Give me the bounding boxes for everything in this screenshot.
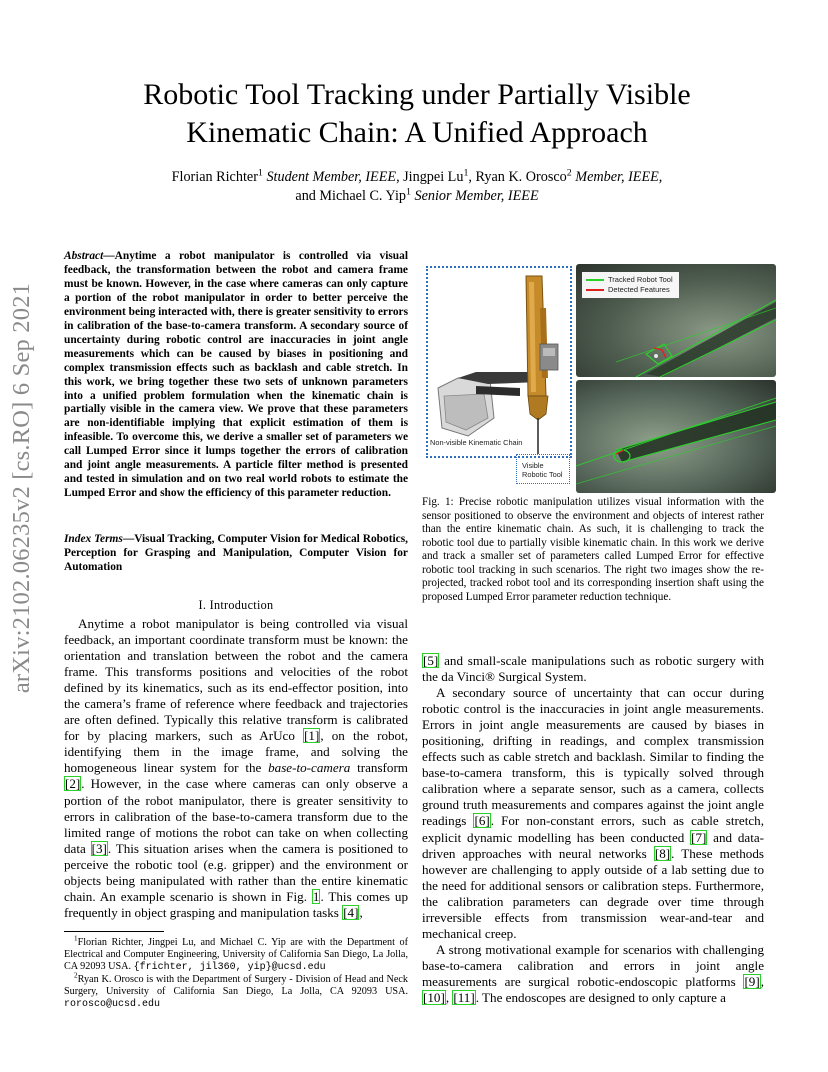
author-role: Student Member, IEEE bbox=[266, 169, 397, 185]
paragraph bbox=[422, 942, 764, 1006]
legend-swatch bbox=[586, 289, 604, 291]
right-column-text bbox=[422, 653, 764, 1006]
author-line-2 bbox=[60, 187, 774, 206]
legend-label: Tracked Robot Tool bbox=[608, 275, 673, 284]
citation-link[interactable]: [1] bbox=[304, 728, 320, 744]
text-run: A secondary source of uncertainty that can occur during robotic control is the inaccuracies in joint angle measurements. Errors in joint angle measurements are caused by biases in positioning, drifting in readings, and complex transmission effects such as cable stretch and backlash. Similar to finding the base-to-camera transform, this is typically solved through calibration where a separate sensor, such as a camera, collects ground truth measurements and compares against the joint angle readings bbox=[422, 685, 764, 829]
text-run: A strong motivational example for scenarios with challenging base-to-camera calibration and errors in joint angle measurements are surgical robotic-endoscopic platforms bbox=[422, 941, 764, 989]
label-line: Robotic Tool bbox=[522, 470, 563, 479]
abstract-label: Abstract bbox=[64, 250, 104, 262]
citation-link[interactable]: [3] bbox=[91, 840, 107, 856]
footnote-mark: 1 bbox=[74, 934, 78, 943]
text-run: . This comes up frequently in object grasping and manipulation tasks bbox=[64, 888, 408, 920]
robot-render-box bbox=[426, 266, 572, 458]
tracking-photo-bottom bbox=[576, 380, 776, 493]
title-line-1: Robotic Tool Tracking under Partially Visible bbox=[143, 78, 691, 111]
author-line-1 bbox=[60, 168, 774, 187]
index-terms bbox=[64, 533, 408, 575]
footnote-1 bbox=[64, 934, 408, 974]
citation-link[interactable]: [10] bbox=[423, 989, 445, 1005]
paragraph bbox=[422, 653, 764, 685]
text-run: , bbox=[760, 973, 764, 989]
author-name: , Ryan K. Orosco bbox=[468, 169, 567, 185]
citation-link[interactable]: [11] bbox=[453, 989, 475, 1005]
abstract bbox=[64, 250, 408, 501]
paper-title bbox=[60, 76, 774, 152]
footnotes bbox=[64, 934, 408, 1012]
label-nonvisible-chain: Non-visible Kinematic Chain bbox=[430, 438, 523, 447]
intro-paragraph bbox=[64, 616, 408, 921]
label-visible-tool bbox=[522, 461, 563, 479]
author-name: and Michael C. Yip bbox=[295, 188, 406, 204]
author-name: , Jingpei Lu bbox=[396, 169, 464, 185]
abstract-text: —Anytime a robot manipulator is controlled via visual feedback, the transformation between the robot and camera frame must be known. However, in the case where cameras can only capture a portion of the robot manipulator in order to better perceive the environment being interacted with, there is greater sensitivity to errors in calibration of the base-to-camera transform. A secondary source of uncertainty during robotic control are inaccuracies in joint angle measurements which can be caused by biases in positioning and complex transmission effects such as backlash and cable stretch. In this work, we bring together these two sets of unknown parameters into a unified problem formulation when the kinematic chain is partially visible in the camera view. We prove that these parameters are non-identifiable implying that explicit estimation of them is infeasible. To overcome this, we derive a smaller set of parameters we call Lumped Error since it lumps together the errors of calibration and joint angle measurements. A particle filter method is presented and tested in simulation and on two real world robots to estimate the Lumped Error and show the efficiency of this parameter reduction. bbox=[64, 250, 408, 500]
arxiv-id: arXiv:2102.06235v2 [cs.RO] 6 Sep 2021 bbox=[8, 282, 35, 694]
text-run: , bbox=[359, 904, 363, 920]
footnote-text: Florian Richter, Jingpei Lu, and Michael C. Yip are with the Department of Electrical and Computer Engineering, University of California San Diego, La Jolla, CA 92093 USA. bbox=[64, 937, 408, 973]
text-run: transform bbox=[350, 760, 408, 776]
text-run: . For non-constant errors, such as cable stretch, explicit dynamic modelling has been conducted bbox=[422, 813, 764, 845]
text-run: and data-driven approaches with neural networks bbox=[422, 829, 764, 861]
citation-link[interactable]: [2] bbox=[65, 776, 81, 792]
citation-link[interactable]: [7] bbox=[691, 829, 707, 845]
title-line-2: Kinematic Chain: A Unified Approach bbox=[186, 116, 648, 149]
index-terms-label: Index Terms bbox=[64, 533, 123, 545]
legend-item-tracked bbox=[586, 275, 673, 285]
text-run: . However, in the case where cameras can only observe a portion of the robot manipulator, there is greater sensitivity to errors in calibration of the base-to-camera transform due to the limited range of motions the robot can take on when collecting data bbox=[64, 776, 408, 856]
citation-link[interactable]: [5] bbox=[423, 653, 439, 668]
paragraph bbox=[64, 616, 408, 921]
robot-arm-illustration bbox=[428, 268, 570, 456]
label-line: Visible bbox=[522, 461, 544, 470]
footnote-email: rorosco@ucsd.edu bbox=[64, 999, 161, 1011]
author-name: Florian Richter bbox=[171, 169, 258, 185]
author-role: Senior Member, IEEE bbox=[414, 188, 539, 204]
citation-link[interactable]: [4] bbox=[343, 904, 359, 920]
footnote-rule bbox=[64, 931, 164, 932]
index-terms-text: —Visual Tracking, Computer Vision for Medical Robotics, Perception for Grasping and Manipulation, Computer Vision for Automation bbox=[64, 533, 408, 573]
affiliation-mark: 2 bbox=[566, 167, 572, 179]
author-list bbox=[60, 168, 774, 206]
text-run: , on the robot, identifying them in the image frame, and solving the homogeneous linear system for the bbox=[64, 728, 408, 776]
footnote-text: Ryan K. Orosco is with the Department of Surgery - Division of Head and Neck Surgery, University of California San Diego, La Jolla, CA 92093 USA. bbox=[64, 974, 408, 998]
author-role: Member, IEEE, bbox=[575, 169, 663, 185]
text-run: , bbox=[445, 989, 453, 1005]
figure-caption: Fig. 1: Precise robotic manipulation utilizes visual information with the sensor positioned to observe the environment and objects of interest rather than the entire kinematic chain. As such, it is challenging to track the robotic tool due to partially visible kinematic chain. In this work we derive and track a smaller set of parameters called Lumped Error for effective robotic tool tracking in such scenarios. The right two images show the re-projected, tracked robot tool and its corresponding insertion shaft using the proposed Lumped Error parameter reduction technique. bbox=[422, 496, 764, 603]
paragraph bbox=[422, 685, 764, 942]
section-heading: I. Introduction bbox=[198, 598, 274, 612]
figure-legend bbox=[582, 272, 679, 298]
citation-link[interactable]: [6] bbox=[474, 813, 490, 829]
text-run: Anytime a robot manipulator is being controlled via visual feedback, an important coordinate transform must be known: the orientation and translation between the robot and the camera frame. This transforms positions and velocities of the robot defined by its kinematics, such as its end-effector position, into the camera’s frame of reference where feedback and trajectories are often defined. Typically this relative transform is calibrated for by placing markers, such as ArUco bbox=[64, 616, 408, 744]
footnote-2 bbox=[64, 971, 408, 1011]
tracking-photo-top bbox=[576, 264, 776, 377]
figure-1 bbox=[424, 262, 775, 487]
tracked-tool-overlay bbox=[576, 380, 776, 493]
legend-swatch bbox=[586, 279, 604, 281]
text-run: base-to-camera bbox=[268, 760, 351, 776]
footnote-mark: 2 bbox=[74, 971, 78, 980]
figure-link[interactable]: 1 bbox=[312, 888, 320, 904]
text-run: . These methods however are challenging to apply outside of a lab setting due to the need for additional sensors or calibration steps. Furthermore, the calibration parameters can degrade over time through irreversible effects from transmission wear-and-tear and mechanical creep. bbox=[422, 845, 764, 941]
text-run: and small-scale manipulations such as robotic surgery with the da Vinci® Surgical System. bbox=[422, 653, 764, 685]
citation-link[interactable]: [8] bbox=[654, 845, 671, 861]
affiliation-mark: 1 bbox=[405, 186, 411, 198]
text-run: . The endoscopes are designed to only capture a bbox=[475, 989, 726, 1005]
affiliation-mark: 1 bbox=[463, 167, 469, 179]
affiliation-mark: 1 bbox=[257, 167, 263, 179]
citation-link[interactable]: [9] bbox=[744, 973, 760, 989]
legend-item-detected bbox=[586, 285, 673, 295]
legend-label: Detected Features bbox=[608, 285, 670, 294]
footnote-email: {frichter, jil360, yip}@ucsd.edu bbox=[133, 962, 326, 974]
text-run: . This situation arises when the camera is positioned to perceive the robotic tool (e.g. gripper) and the environment or objects being manipulated with rather than the entire kinematic chain. An example scenario is shown in Fig. bbox=[64, 840, 408, 904]
